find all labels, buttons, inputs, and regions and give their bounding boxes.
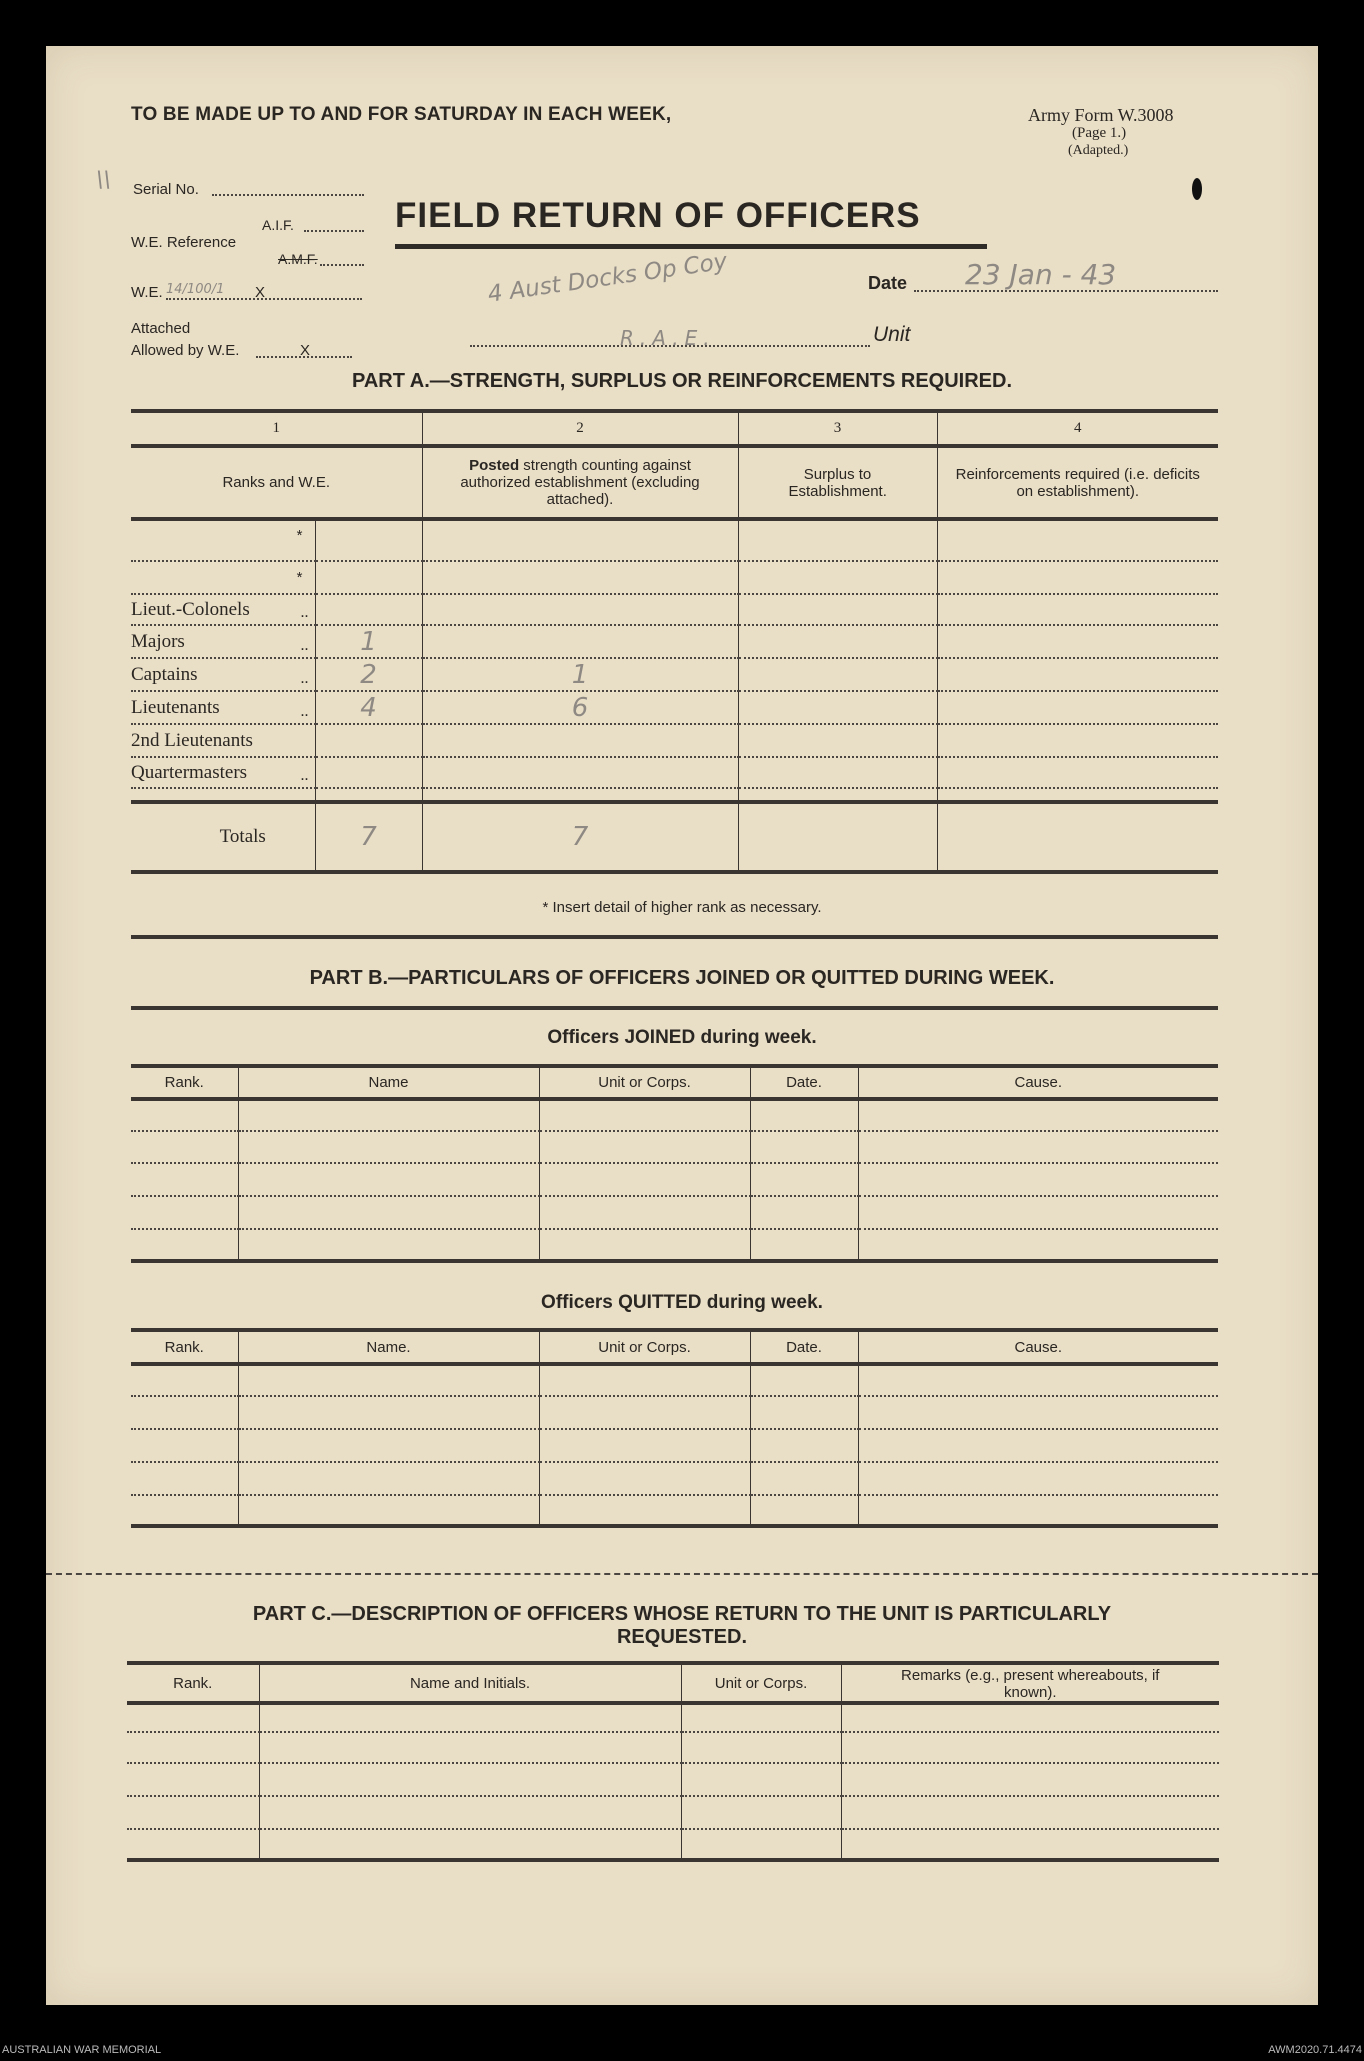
table-row[interactable]	[127, 1732, 1219, 1763]
table-row[interactable]	[131, 1163, 1218, 1196]
leader-dots: ..	[300, 670, 309, 687]
col-number-1: 1	[131, 411, 422, 446]
rank-name: 2nd Lieutenants	[131, 729, 253, 751]
unit-label: Unit	[873, 323, 911, 346]
col-header-name: Name	[238, 1066, 539, 1099]
instruction-text: TO BE MADE UP TO AND FOR SATURDAY IN EACH WEEK,	[131, 104, 672, 125]
reinforcements-cell[interactable]	[937, 625, 1218, 658]
cell[interactable]	[937, 561, 1218, 594]
divider	[131, 935, 1218, 939]
table-row[interactable]	[127, 1796, 1219, 1829]
joined-title: Officers JOINED during week.	[547, 1027, 817, 1048]
col-header-unit: Unit or Corps.	[681, 1663, 841, 1703]
cell[interactable]	[422, 519, 738, 561]
amf-field[interactable]	[320, 264, 364, 266]
posted-cell[interactable]	[422, 625, 738, 658]
quitted-title: Officers QUITTED during week.	[541, 1292, 823, 1313]
aif-field[interactable]	[304, 230, 364, 232]
we-cell[interactable]	[315, 594, 422, 625]
part-a-title: PART A.—STRENGTH, SURPLUS OR REINFORCEMENTS REQUIRED.	[351, 370, 1013, 392]
col-header-unit: Unit or Corps.	[539, 1330, 750, 1364]
we-cell[interactable]: 2	[315, 658, 422, 691]
table-row[interactable]	[131, 1495, 1218, 1526]
leader-dots: ..	[300, 767, 309, 784]
col2-header-text: strength counting against authorized establishment (excluding attached).	[460, 457, 700, 508]
table-row[interactable]	[131, 1462, 1218, 1495]
adapted-note: (Adapted.)	[1068, 143, 1129, 158]
part-c-title-line1: PART C.—DESCRIPTION OF OFFICERS WHOSE RETURN TO THE UNIT IS PARTICULARLY	[252, 1603, 1112, 1625]
star-marker: *	[131, 561, 315, 594]
we-cell[interactable]	[315, 724, 422, 757]
leader-dots: ..	[300, 703, 309, 720]
allowed-label: Allowed by W.E.	[131, 342, 240, 359]
serial-label: Serial No.	[133, 181, 199, 198]
col-number-3: 3	[738, 411, 937, 446]
date-label: Date	[868, 273, 908, 293]
col-header-date: Date.	[750, 1330, 858, 1364]
leader-dots: ..	[300, 637, 309, 654]
quitted-table	[131, 1328, 1218, 1528]
part-a-table	[131, 409, 1218, 874]
col3-header: Surplus to Establishment.	[738, 446, 937, 519]
totals-we[interactable]: 7	[315, 802, 422, 872]
joined-table	[131, 1064, 1218, 1263]
surplus-cell[interactable]	[738, 625, 937, 658]
attached-label: Attached	[131, 320, 191, 337]
col-header-cause: Cause.	[858, 1066, 1218, 1099]
title-underline	[395, 244, 987, 249]
col-number-2: 2	[422, 411, 738, 446]
unit-value-line1: 4 Aust Docks Op Coy	[486, 248, 729, 308]
posted-cell[interactable]: 1	[422, 658, 738, 691]
reinforcements-cell[interactable]	[937, 757, 1218, 788]
rank-name: Quartermasters	[131, 761, 248, 783]
col-header-name: Name and Initials.	[259, 1663, 681, 1703]
col2-header-bold: Posted	[469, 457, 520, 474]
col-header-cause: Cause.	[858, 1330, 1218, 1364]
rank-label	[131, 625, 315, 658]
rank-label	[131, 594, 315, 625]
col4-header: Reinforcements required (i.e. deficits on establishment).	[937, 446, 1218, 519]
leader-dots: ..	[300, 604, 309, 621]
rank-name: Majors	[131, 630, 185, 652]
we-value: 14/100/1	[166, 282, 225, 297]
allowed-field[interactable]	[256, 356, 352, 358]
we-label: W.E.	[131, 284, 163, 301]
reinforcements-cell[interactable]	[937, 691, 1218, 724]
table-row[interactable]	[131, 1429, 1218, 1462]
rank-label	[131, 691, 315, 724]
reinforcements-cell[interactable]	[937, 594, 1218, 625]
surplus-cell[interactable]	[738, 691, 937, 724]
col-header-rank: Rank.	[127, 1663, 259, 1703]
table-row	[131, 594, 1218, 625]
posted-cell[interactable]: 6	[422, 691, 738, 724]
serial-mark: \\	[96, 168, 111, 193]
totals-posted[interactable]: 7	[422, 802, 738, 872]
rank-label	[131, 757, 315, 788]
table-row[interactable]	[127, 1703, 1219, 1732]
rank-name: Lieutenants	[131, 696, 220, 718]
posted-cell[interactable]	[422, 594, 738, 625]
date-value: 23 Jan - 43	[965, 258, 1117, 291]
col-number-4: 4	[937, 411, 1218, 446]
table-row[interactable]	[127, 1829, 1219, 1860]
totals-reinforcements[interactable]	[937, 802, 1218, 872]
allowed-x: X	[300, 342, 311, 359]
rank-label	[131, 724, 315, 757]
footnote: * Insert detail of higher rank as necessary.	[542, 899, 822, 916]
unit-field[interactable]	[470, 345, 870, 347]
cell[interactable]	[315, 561, 422, 594]
we-field[interactable]	[166, 298, 362, 300]
cell[interactable]	[738, 561, 937, 594]
we-cell[interactable]: 4	[315, 691, 422, 724]
form-id: Army Form W.3008	[1028, 105, 1174, 125]
posted-cell[interactable]	[422, 757, 738, 788]
col-header-date: Date.	[750, 1066, 858, 1099]
col-header-remarks: Remarks (e.g., present whereabouts, if known).	[841, 1663, 1219, 1703]
we-cell[interactable]: 1	[315, 625, 422, 658]
totals-row	[131, 802, 1218, 872]
part-c-title-line2: REQUESTED.	[616, 1626, 748, 1648]
table-row	[131, 625, 1218, 658]
unit-value-line2: R.A.E.	[620, 326, 716, 350]
col1-header: Ranks and W.E.	[131, 446, 422, 519]
we-reference-label: W.E. Reference	[131, 234, 237, 251]
totals-label: Totals	[131, 802, 315, 872]
table-row-star-1	[131, 519, 1218, 561]
table-row	[131, 757, 1218, 788]
page-number: (Page 1.)	[1072, 125, 1127, 141]
serial-field[interactable]	[212, 194, 364, 196]
cell[interactable]	[315, 519, 422, 561]
table-row[interactable]	[131, 1196, 1218, 1229]
table-row	[131, 658, 1218, 691]
surplus-cell[interactable]	[738, 757, 937, 788]
table-row[interactable]	[127, 1763, 1219, 1796]
aif-label: A.I.F.	[262, 217, 294, 233]
col-header-rank: Rank.	[131, 1330, 238, 1364]
page-title: FIELD RETURN OF OFFICERS	[395, 196, 921, 235]
totals-surplus[interactable]	[738, 802, 937, 872]
surplus-cell[interactable]	[738, 658, 937, 691]
rank-name: Captains	[131, 663, 198, 685]
surplus-cell[interactable]	[738, 594, 937, 625]
reinforcements-cell[interactable]	[937, 658, 1218, 691]
surplus-cell[interactable]	[738, 724, 937, 757]
table-row[interactable]	[131, 1099, 1218, 1131]
col-header-rank: Rank.	[131, 1066, 238, 1099]
table-row[interactable]	[131, 1396, 1218, 1429]
rank-name: Lieut.-Colonels	[131, 598, 250, 620]
cell[interactable]	[738, 519, 937, 561]
reinforcements-cell[interactable]	[937, 724, 1218, 757]
col2-header	[422, 446, 738, 519]
table-row[interactable]	[131, 1131, 1218, 1163]
cell[interactable]	[422, 561, 738, 594]
table-row[interactable]	[131, 1229, 1218, 1261]
star-marker: *	[131, 519, 315, 561]
rank-label	[131, 658, 315, 691]
amf-label: A.M.F.	[278, 251, 318, 267]
tear-line	[46, 1573, 1318, 1575]
table-row	[131, 691, 1218, 724]
cell[interactable]	[937, 519, 1218, 561]
table-row[interactable]	[131, 1364, 1218, 1396]
table-row	[131, 724, 1218, 757]
divider	[131, 1006, 1218, 1010]
part-b-title: PART B.—PARTICULARS OF OFFICERS JOINED OR QUITTED DURING WEEK.	[309, 967, 1055, 989]
footer-credit: AUSTRALIAN WAR MEMORIAL	[2, 2044, 162, 2056]
footer-accession: AWM2020.71.4474	[1268, 2044, 1362, 2056]
we-x: X	[255, 284, 266, 301]
posted-cell[interactable]	[422, 724, 738, 757]
col-header-unit: Unit or Corps.	[539, 1066, 750, 1099]
we-cell[interactable]	[315, 757, 422, 788]
part-c-table	[127, 1661, 1219, 1862]
punch-hole	[1192, 178, 1202, 200]
table-row-star-2	[131, 561, 1218, 594]
col-header-name: Name.	[238, 1330, 539, 1364]
